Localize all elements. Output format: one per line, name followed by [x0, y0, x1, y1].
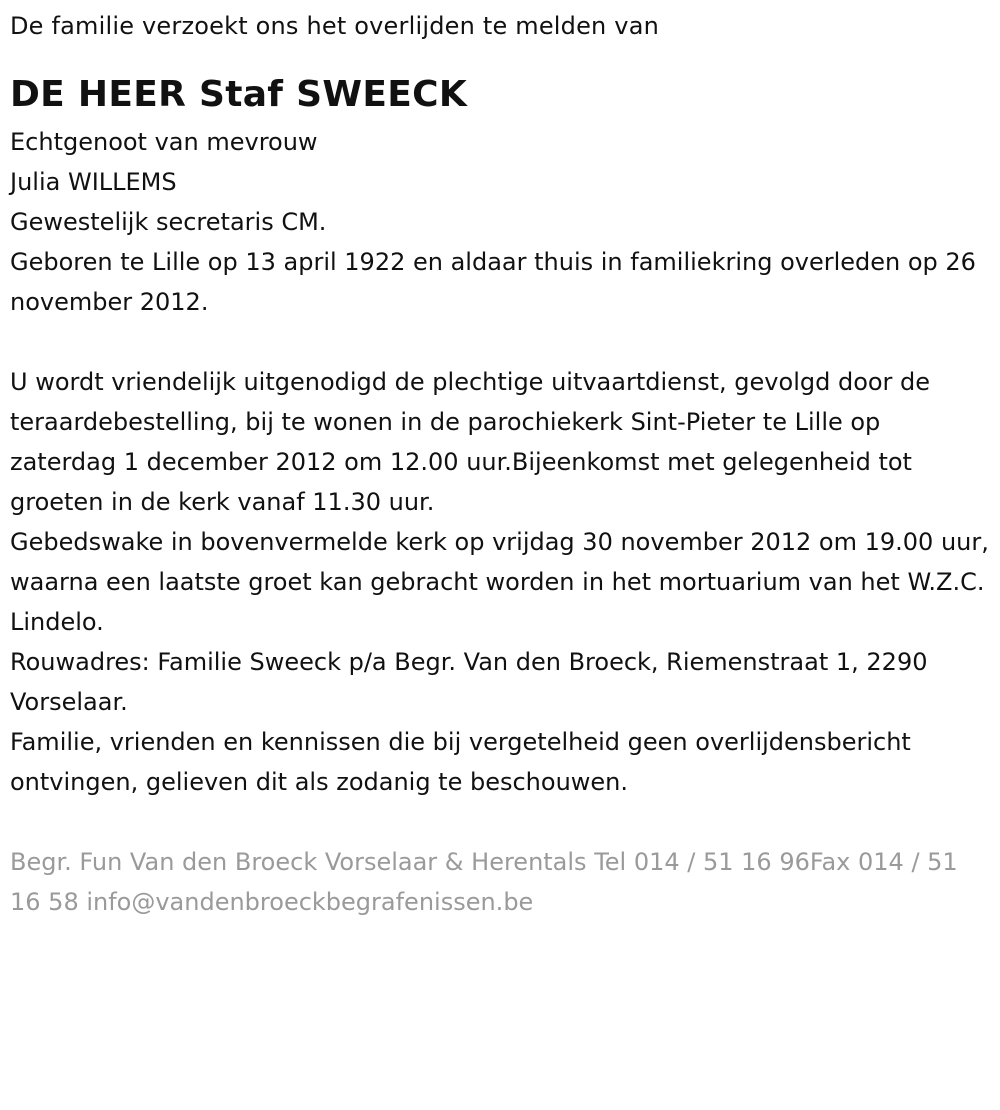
birth-death-text: Geboren te Lille op 13 april 1922 en aldaar thuis in familiekring overleden op 26 november 2012.: [10, 248, 976, 316]
notice-text: Familie, vrienden en kennissen die bij vergetelheid geen overlijdensbericht ontvingen, gelieven dit als zodanig te beschouwen.: [10, 728, 911, 796]
undertaker-footer: Begr. Fun Van den Broeck Vorselaar & Herentals Tel 014 / 51 16 96Fax 014 / 51 16 58 info@vandenbroeckbegrafenissen.be: [10, 848, 958, 916]
vigil-text: Gebedswake in bovenvermelde kerk op vrijdag 30 november 2012 om 19.00 uur, waarna een laatste groet kan gebracht worden in het mortuarium van het W.Z.C. Lindelo.: [10, 528, 989, 636]
intro-text: De familie verzoekt ons het overlijden te melden van: [10, 12, 660, 40]
deceased-name: DE HEER Staf SWEECK: [10, 74, 468, 115]
spouse-line-1: Echtgenoot van mevrouw: [10, 128, 318, 156]
function-text: Gewestelijk secretaris CM.: [10, 208, 327, 236]
spouse-block: [10, 122, 990, 202]
address-text: Rouwadres: Familie Sweeck p/a Begr. Van den Broeck, Riemenstraat 1, 2290 Vorselaar.: [10, 648, 928, 716]
spouse-line-2: Julia WILLEMS: [10, 168, 177, 196]
funeral-invitation-text: U wordt vriendelijk uitgenodigd de plechtige uitvaartdienst, gevolgd door de teraardebestelling, bij te wonen in de parochiekerk Sint-Pieter te Lille op zaterdag 1 december 2012 om 12.00 uur.Bijeenkomst met gelegenheid tot groeten in de kerk vanaf 11.30 uur.: [10, 368, 931, 516]
funeral-block: [10, 362, 990, 642]
